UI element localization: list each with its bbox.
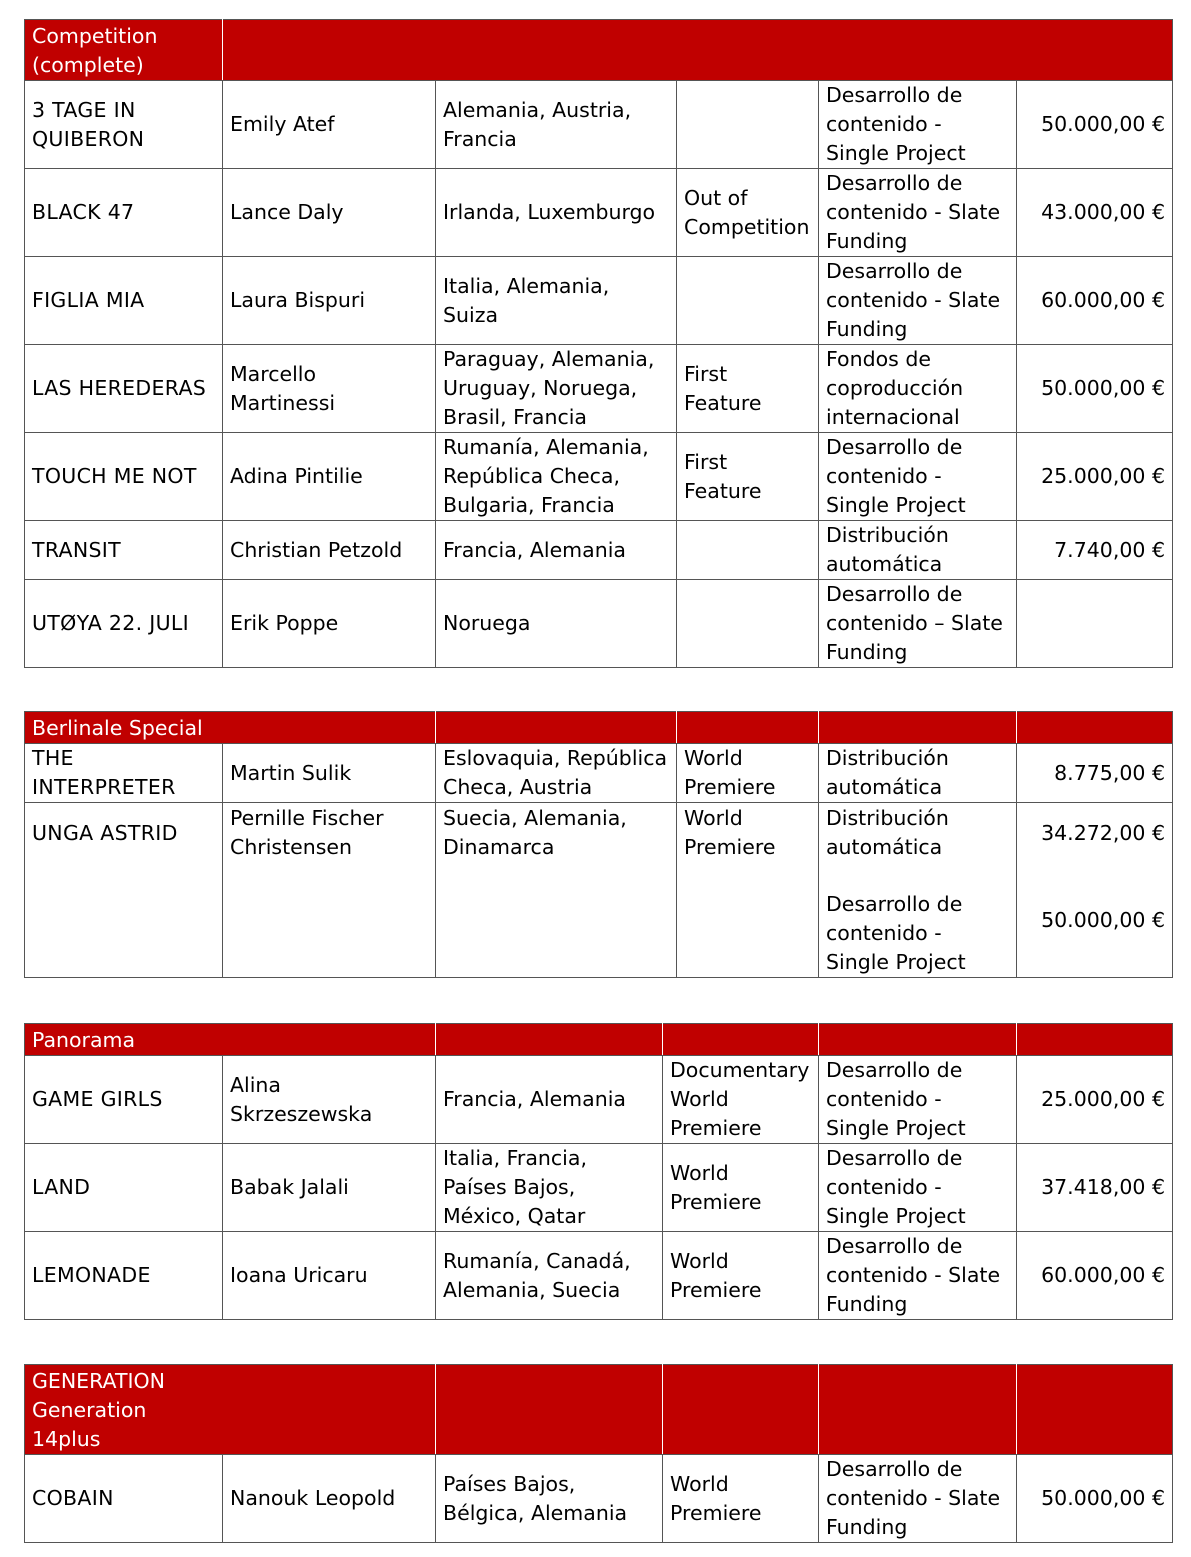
- countries: Italia, Francia, Países Bajos, México, Qatar: [436, 1144, 663, 1232]
- note: [677, 81, 819, 169]
- countries: Paraguay, Alemania, Uruguay, Noruega, Brasil, Francia: [436, 345, 677, 433]
- section-header: [25, 1024, 1173, 1056]
- note: World Premiere: [663, 1455, 819, 1543]
- table-row: [25, 1232, 1173, 1320]
- note: [677, 521, 819, 580]
- director: Adina Pintilie: [223, 433, 436, 521]
- director: Emily Atef: [223, 81, 436, 169]
- amount: 34.272,00 €: [1041, 821, 1165, 845]
- section-header: [25, 20, 1173, 81]
- note: [677, 580, 819, 668]
- table-row: [25, 1056, 1173, 1144]
- table-row: [25, 1455, 1173, 1543]
- support-type: Desarrollo de contenido - Slate Funding: [819, 1455, 1017, 1543]
- section-title: Berlinale Special: [25, 712, 436, 744]
- table-row: [25, 433, 1173, 521]
- note: World Premiere: [677, 744, 819, 803]
- note: Out of Competition: [677, 169, 819, 257]
- countries: Italia, Alemania, Suiza: [436, 257, 677, 345]
- film-title: TRANSIT: [25, 521, 223, 580]
- film-title: LAND: [25, 1144, 223, 1232]
- section-header: [25, 1365, 1173, 1455]
- table-row: [25, 580, 1173, 668]
- amount: 60.000,00 €: [1017, 257, 1173, 345]
- director: Pernille Fischer Christensen: [223, 803, 436, 978]
- support-type: Desarrollo de contenido – Slate Funding: [819, 580, 1017, 668]
- note: Documentary World Premiere: [663, 1056, 819, 1144]
- director: Marcello Martinessi: [223, 345, 436, 433]
- film-title: BLACK 47: [25, 169, 223, 257]
- countries: Países Bajos, Bélgica, Alemania: [436, 1455, 663, 1543]
- film-title: COBAIN: [25, 1455, 223, 1543]
- film-title: GAME GIRLS: [25, 1056, 223, 1144]
- amount: 37.418,00 €: [1017, 1144, 1173, 1232]
- amount-2: 50.000,00 €: [1041, 908, 1165, 932]
- support-type: Desarrollo de contenido - Slate Funding: [819, 1232, 1017, 1320]
- director: Nanouk Leopold: [223, 1455, 436, 1543]
- film-title: UTØYA 22. JULI: [25, 580, 223, 668]
- note: First Feature: [677, 345, 819, 433]
- countries: Rumanía, Alemania, República Checa, Bulgaria, Francia: [436, 433, 677, 521]
- film-title: THE INTERPRETER: [25, 744, 223, 803]
- support-type-2: Desarrollo de contenido - Single Project: [826, 892, 966, 974]
- amount: 25.000,00 €: [1017, 1056, 1173, 1144]
- amount-cell: [1017, 803, 1173, 978]
- countries: Francia, Alemania: [436, 521, 677, 580]
- note: World Premiere: [663, 1232, 819, 1320]
- director: Christian Petzold: [223, 521, 436, 580]
- table-row: [25, 1144, 1173, 1232]
- table-row: [25, 257, 1173, 345]
- support-type: Desarrollo de contenido - Slate Funding: [819, 169, 1017, 257]
- support-type: Desarrollo de contenido - Single Project: [819, 433, 1017, 521]
- countries: Eslovaquia, República Checa, Austria: [436, 744, 677, 803]
- note: World Premiere: [663, 1144, 819, 1232]
- note: World Premiere: [677, 803, 819, 978]
- support-type: Distribución automática: [826, 806, 949, 859]
- section-title: Panorama: [25, 1024, 436, 1056]
- table-row: [25, 345, 1173, 433]
- film-title: TOUCH ME NOT: [25, 433, 223, 521]
- countries: Suecia, Alemania, Dinamarca: [436, 803, 677, 978]
- film-title: FIGLIA MIA: [25, 257, 223, 345]
- director: Erik Poppe: [223, 580, 436, 668]
- section-title: GENERATION Generation 14plus: [25, 1365, 436, 1455]
- table-row: [25, 169, 1173, 257]
- amount: 7.740,00 €: [1017, 521, 1173, 580]
- section-panorama-table: [24, 1023, 1173, 1320]
- film-title: UNGA ASTRID: [25, 803, 223, 978]
- support-type: Desarrollo de contenido - Single Project: [819, 81, 1017, 169]
- section-berlinale-special-table: [24, 711, 1173, 978]
- director: Ioana Uricaru: [223, 1232, 436, 1320]
- director: Laura Bispuri: [223, 257, 436, 345]
- support-type: Distribución automática: [819, 521, 1017, 580]
- countries: Alemania, Austria, Francia: [436, 81, 677, 169]
- amount: [1017, 580, 1173, 668]
- countries: Irlanda, Luxemburgo: [436, 169, 677, 257]
- amount: 25.000,00 €: [1017, 433, 1173, 521]
- section-title: Competition (complete): [25, 20, 223, 81]
- director: Martin Sulik: [223, 744, 436, 803]
- section-generation-table: [24, 1364, 1173, 1543]
- support-type: Distribución automática: [819, 744, 1017, 803]
- countries: Rumanía, Canadá, Alemania, Suecia: [436, 1232, 663, 1320]
- note: First Feature: [677, 433, 819, 521]
- support-type: Fondos de coproducción internacional: [819, 345, 1017, 433]
- table-row: [25, 81, 1173, 169]
- film-title: LAS HEREDERAS: [25, 345, 223, 433]
- countries: Noruega: [436, 580, 677, 668]
- note: [677, 257, 819, 345]
- film-title: 3 TAGE IN QUIBERON: [25, 81, 223, 169]
- support-type: Desarrollo de contenido - Single Project: [819, 1144, 1017, 1232]
- table-row: [25, 803, 1173, 978]
- director: Babak Jalali: [223, 1144, 436, 1232]
- support-type: Desarrollo de contenido - Slate Funding: [819, 257, 1017, 345]
- amount: 60.000,00 €: [1017, 1232, 1173, 1320]
- section-competition-table: [24, 19, 1173, 668]
- table-row: [25, 521, 1173, 580]
- amount: 50.000,00 €: [1017, 345, 1173, 433]
- amount: 50.000,00 €: [1017, 1455, 1173, 1543]
- amount: 8.775,00 €: [1017, 744, 1173, 803]
- section-header: [25, 712, 1173, 744]
- countries: Francia, Alemania: [436, 1056, 663, 1144]
- film-title: LEMONADE: [25, 1232, 223, 1320]
- support-type: Desarrollo de contenido - Single Project: [819, 1056, 1017, 1144]
- amount: 50.000,00 €: [1017, 81, 1173, 169]
- director: Lance Daly: [223, 169, 436, 257]
- table-row: [25, 744, 1173, 803]
- amount: 43.000,00 €: [1017, 169, 1173, 257]
- support-type-cell: [819, 803, 1017, 978]
- director: Alina Skrzeszewska: [223, 1056, 436, 1144]
